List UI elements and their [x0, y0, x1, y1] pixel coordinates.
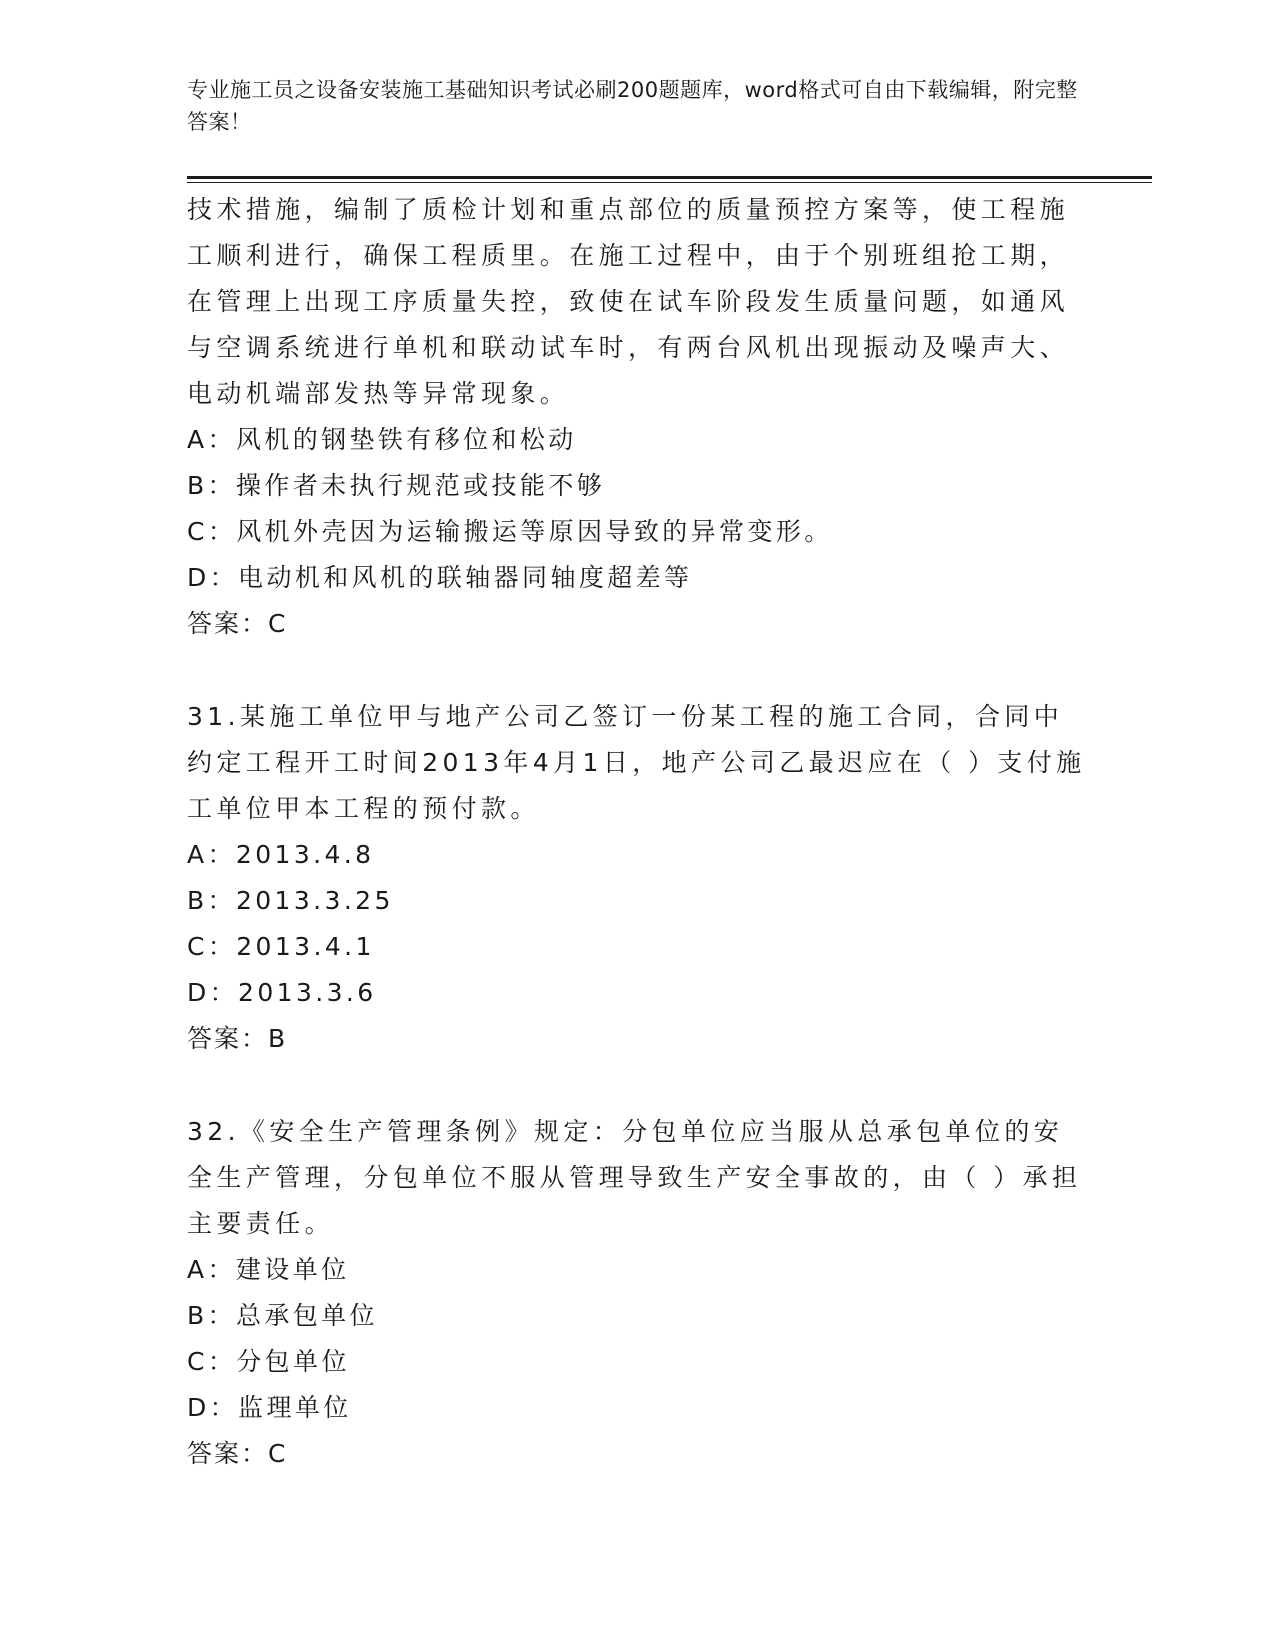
option-a: A：风机的钢垫铁有移位和松动 [187, 425, 577, 454]
option-b: B：操作者未执行规范或技能不够 [187, 471, 606, 500]
page-header: 专业施工员之设备安装施工基础知识考试必刷200题题库，word格式可自由下载编辑，附完整答案！ [187, 78, 1078, 134]
question-32 [187, 1109, 1087, 1477]
option-a: A：2013.4.8 [187, 840, 375, 869]
option-d: D：电动机和风机的联轴器同轴度超差等 [187, 563, 693, 592]
question-stem: 31.某施工单位甲与地产公司乙签订一份某工程的施工合同，合同中约定工程开工时间2013年4月1日，地产公司乙最迟应在（ ）支付施工单位甲本工程的预付款。 [187, 702, 1086, 823]
header-divider-thick [187, 176, 1152, 179]
question-continuation [187, 187, 1087, 647]
option-b: B：总承包单位 [187, 1301, 378, 1330]
question-31 [187, 694, 1087, 1062]
spacer [187, 647, 1087, 694]
option-c: C：风机外壳因为运输搬运等原因导致的异常变形。 [187, 517, 833, 546]
option-c: C：2013.4.1 [187, 932, 375, 961]
answer: 答案：C [187, 1439, 288, 1468]
option-b: B：2013.3.25 [187, 886, 394, 915]
spacer [187, 1062, 1087, 1109]
question-stem-continued: 技术措施，编制了质检计划和重点部位的质量预控方案等，使工程施工顺利进行，确保工程质里。在施工过程中，由于个别班组抢工期，在管理上出现工序质量失控，致使在试车阶段发生质量问题，如通风与空调系统进行单机和联动试车时，有两台风机出现振动及噪声大、电动机端部发热等异常现象。 [187, 195, 1070, 408]
option-d: D：监理单位 [187, 1393, 352, 1422]
option-a: A：建设单位 [187, 1255, 350, 1284]
header-divider-thin [187, 182, 1152, 183]
question-content [187, 187, 1087, 1477]
answer: 答案：C [187, 609, 288, 638]
answer: 答案：B [187, 1024, 288, 1053]
option-d: D：2013.3.6 [187, 978, 377, 1007]
question-stem: 32.《安全生产管理条例》规定：分包单位应当服从总承包单位的安全生产管理，分包单位不服从管理导致生产安全事故的，由（ ）承担主要责任。 [187, 1117, 1082, 1238]
option-c: C：分包单位 [187, 1347, 350, 1376]
